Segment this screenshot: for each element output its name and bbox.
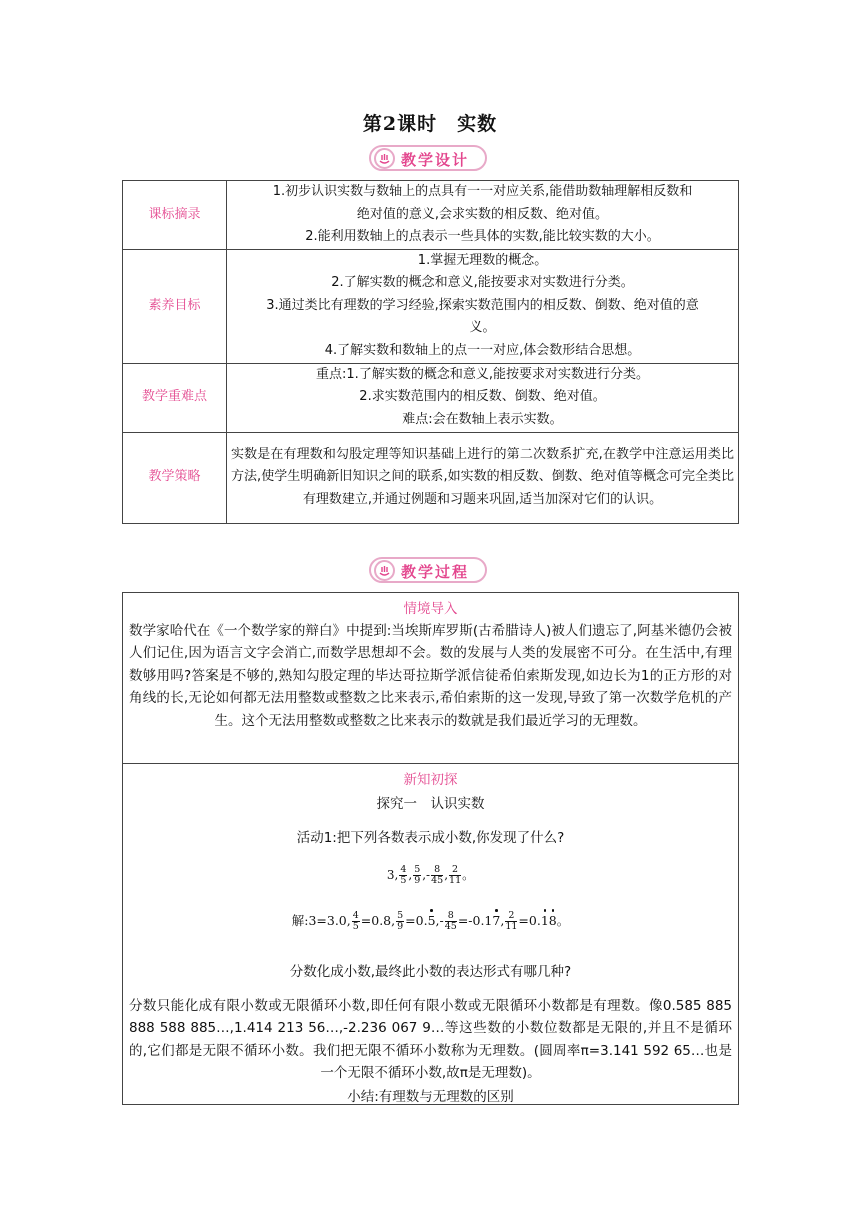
summary-text: 分数只能化成有限小数或无限循环小数,即任何有限小数或无限循环小数都是有理数。像0.585 885 888 588 885…,1.414 213 56…,-2.236 067 9…等这些数的小数位数都是无限的,并且不是循环的,它们都是无限不循环小数。我们把无限不循环小数称为无理数。(圆周率π=3.141 592 65…也是一个无限不循环小数,故π是无理数)。 xyxy=(129,998,732,1082)
goals-content xyxy=(227,249,739,363)
table-row xyxy=(123,181,739,250)
table-row xyxy=(123,363,739,432)
badge-label: 教学过程 xyxy=(401,563,470,581)
solution-line: 解:3=3.0, $\frac{4}{5}$ =0.8, $\frac{5}{9}$ =0.5,- $\frac{8}{45}$ =-0.17, $\frac{2}{11}$ =0.18。 xyxy=(291,910,570,932)
text-line: 2.求实数范围内的相反数、倒数、绝对值。 xyxy=(359,389,606,405)
text-line: 2.能利用数轴上的点表示一些具体的实数,能比较实数的大小。 xyxy=(305,229,660,244)
question-text: 分数化成小数,最终此小数的表达形式有哪几种? xyxy=(289,964,572,980)
intro-heading: 情境导入 xyxy=(403,601,458,617)
table-row xyxy=(123,249,739,363)
page-title: 第2课时 实数 xyxy=(362,113,498,135)
row-label-goals: 素养目标 xyxy=(123,249,227,363)
new-heading: 新知初探 xyxy=(403,772,458,788)
list-item: 3, xyxy=(386,868,399,882)
repeating-digit: 8 xyxy=(548,913,557,928)
design-table xyxy=(122,180,739,524)
fraction: $\frac{8}{45}$ xyxy=(444,910,457,932)
number-list: 3, $\frac{4}{5}$ , $\frac{5}{9}$ ,- $\frac{8}{45}$ , $\frac{2}{11}$ 。 xyxy=(386,864,475,886)
fraction: $\frac{4}{5}$ xyxy=(400,864,407,886)
row-label-curriculum: 课标摘录 xyxy=(123,181,227,250)
text-line: 绝对值的意义,会求实数的相反数、绝对值。 xyxy=(356,206,609,222)
table-row xyxy=(123,432,739,523)
fraction: $\frac{5}{9}$ xyxy=(414,864,421,886)
keypoints-content xyxy=(227,363,739,432)
intro-text: 数学家哈代在《一个数学家的辩白》中提到:当埃斯库罗斯(古希腊诗人)被人们遗忘了,阿基米德仍会被人们记住,因为语言文字会消亡,而数学思想却不会。数的发展与人类的发展密不可分。在生活中,有理数够用吗?答案是不够的,熟知勾股定理的毕达哥拉斯学派信徒希伯索斯发现,如边长为1的正方形的对角线的长,无论如何都无法用整数或整数之比来表示,希伯索斯的这一发现,导致了第一次数学危机的产生。这个无法用整数或整数之比来表示的数就是我们最近学习的无理数。 xyxy=(129,623,732,729)
text-line: 重点:1.了解实数的概念和意义,能按要求对实数进行分类。 xyxy=(316,366,649,382)
text-line: 1.初步认识实数与数轴上的点具有一一对应关系,能借助数轴理解相反数和 xyxy=(272,184,693,199)
fraction: $\frac{5}{9}$ xyxy=(397,910,404,932)
repeating-digit: 5 xyxy=(427,913,436,928)
explore-heading: 探究一 认识实数 xyxy=(376,796,485,812)
intro-section xyxy=(123,593,738,764)
text-line: 2.了解实数的概念和意义,能按要求对实数进行分类。 xyxy=(331,275,634,291)
curriculum-content xyxy=(227,181,739,250)
text-line: 1.掌握无理数的概念。 xyxy=(417,252,548,268)
text-line: 义。 xyxy=(469,320,496,336)
strategy-content: 实数是在有理数和勾股定理等知识基础上进行的第二次数系扩充,在教学中注意运用类比方法,使学生明确新旧知识之间的联系,如实数的相反数、倒数、绝对值等概念可完全类比有理数建立,并通过例题和习题来巩固,适当加深对它们的认识。 xyxy=(227,432,739,523)
section-badge-process xyxy=(369,557,487,583)
activity-text: 活动1:把下列各数表示成小数,你发现了什么? xyxy=(296,830,565,846)
hand-icon xyxy=(374,148,395,169)
text-line: 3.通过类比有理数的学习经验,探索实数范围内的相反数、倒数、绝对值的意 xyxy=(266,297,699,313)
repeating-digit: 7 xyxy=(492,913,501,928)
repeating-digit: 1 xyxy=(540,913,549,928)
section-badge-design xyxy=(369,145,487,171)
process-box xyxy=(122,592,739,1105)
badge-label: 教学设计 xyxy=(401,151,470,169)
fraction: $\frac{2}{11}$ xyxy=(449,864,462,886)
row-label-keypoints: 教学重难点 xyxy=(123,363,227,432)
conclusion-text: 小结:有理数与无理数的区别 xyxy=(347,1089,514,1105)
fraction: $\frac{2}{11}$ xyxy=(505,910,518,932)
row-label-strategy: 教学策略 xyxy=(123,432,227,523)
text-line: 难点:会在数轴上表示实数。 xyxy=(402,411,563,427)
fraction: $\frac{8}{45}$ xyxy=(431,864,444,886)
fraction: $\frac{4}{5}$ xyxy=(352,910,359,932)
hand-icon xyxy=(374,560,395,581)
text-line: 4.了解实数和数轴上的点一一对应,体会数形结合思想。 xyxy=(324,342,641,358)
